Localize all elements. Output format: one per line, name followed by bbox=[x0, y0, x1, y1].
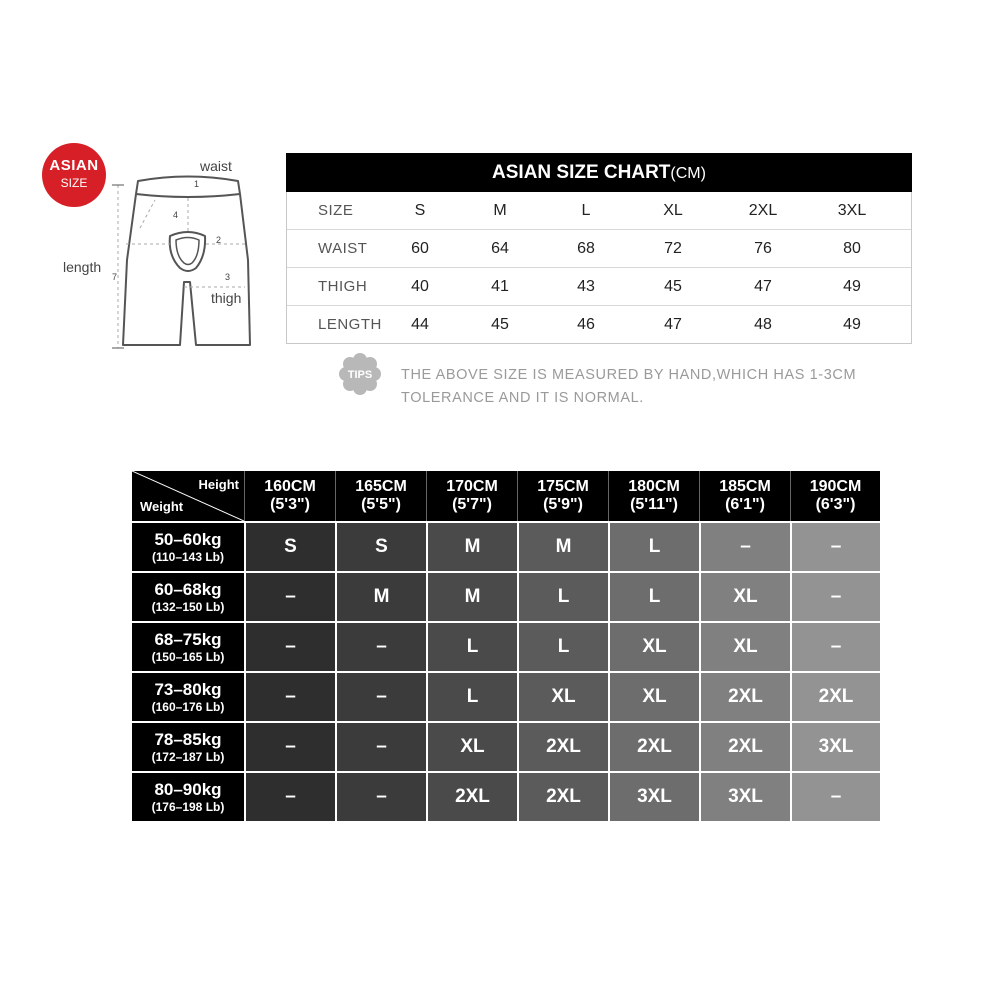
size-chart-cell: 76 bbox=[754, 239, 772, 257]
size-chart-cell: 48 bbox=[754, 315, 772, 333]
tips-line1: THE ABOVE SIZE IS MEASURED BY HAND,WHICH HAS 1-3CM bbox=[401, 367, 857, 383]
corner-weight-label: Weight bbox=[140, 499, 184, 514]
height-cm: 175CM bbox=[537, 478, 589, 495]
size-chart-cell: 3XL bbox=[837, 201, 867, 219]
fit-table-row bbox=[132, 571, 880, 621]
fit-table-row bbox=[132, 771, 880, 821]
size-cell: – bbox=[790, 571, 880, 621]
weight-lb: (150–165 Lb) bbox=[151, 650, 225, 664]
weight-lb: (110–143 Lb) bbox=[151, 550, 225, 564]
size-chart-cell: 72 bbox=[664, 239, 682, 257]
size-cell: L bbox=[426, 621, 517, 671]
size-cell: – bbox=[244, 571, 335, 621]
height-column-header bbox=[335, 471, 426, 521]
marker-2: 2 bbox=[216, 235, 222, 245]
weight-kg: 60–68kg bbox=[154, 580, 222, 599]
size-chart-row-label: WAIST bbox=[318, 240, 368, 257]
size-chart-cell: 68 bbox=[577, 239, 595, 257]
size-cell: S bbox=[244, 521, 335, 571]
size-chart-cell: 80 bbox=[843, 239, 861, 257]
fit-table-corner bbox=[132, 471, 244, 521]
size-cell: – bbox=[244, 671, 335, 721]
size-cell: M bbox=[426, 521, 517, 571]
size-chart-title bbox=[286, 153, 912, 192]
height-cm: 180CM bbox=[628, 478, 680, 495]
fit-table-row bbox=[132, 721, 880, 771]
size-cell: M bbox=[335, 571, 426, 621]
weight-row-header bbox=[132, 521, 244, 571]
height-ft: (6'3") bbox=[815, 496, 856, 513]
size-chart-row-label: SIZE bbox=[318, 202, 354, 219]
size-chart-row bbox=[287, 192, 911, 229]
size-cell: L bbox=[608, 521, 699, 571]
size-chart-row-label: THIGH bbox=[318, 278, 368, 295]
tips-line2: TOLERANCE AND IT IS NORMAL. bbox=[401, 390, 644, 406]
size-chart-cell: XL bbox=[663, 201, 683, 219]
height-column-header bbox=[244, 471, 335, 521]
weight-kg: 50–60kg bbox=[154, 530, 222, 549]
weight-lb: (172–187 Lb) bbox=[151, 750, 225, 764]
length-label: length bbox=[63, 259, 102, 275]
weight-row-header bbox=[132, 771, 244, 821]
weight-kg: 68–75kg bbox=[154, 630, 222, 649]
tips-flower-icon bbox=[338, 352, 382, 396]
size-cell: 2XL bbox=[790, 671, 880, 721]
size-chart-cell: 49 bbox=[843, 315, 861, 333]
weight-kg: 80–90kg bbox=[154, 780, 222, 799]
height-column-header bbox=[608, 471, 699, 521]
marker-3: 3 bbox=[225, 272, 231, 282]
weight-row-header bbox=[132, 671, 244, 721]
size-chart-title-unit: (CM) bbox=[670, 165, 706, 182]
size-cell: 3XL bbox=[608, 771, 699, 821]
size-chart-row bbox=[287, 267, 911, 305]
size-cell: – bbox=[790, 521, 880, 571]
height-column-header bbox=[790, 471, 880, 521]
size-cell: S bbox=[335, 521, 426, 571]
size-cell: XL bbox=[608, 671, 699, 721]
size-cell: – bbox=[335, 721, 426, 771]
size-cell: – bbox=[335, 621, 426, 671]
size-cell: XL bbox=[426, 721, 517, 771]
shorts-outline-icon bbox=[0, 0, 290, 380]
height-cm: 160CM bbox=[264, 478, 316, 495]
weight-row-header bbox=[132, 621, 244, 671]
height-cm: 190CM bbox=[809, 478, 862, 495]
weight-height-size-table bbox=[132, 471, 880, 821]
badge-line1: ASIAN bbox=[49, 157, 99, 174]
size-cell: L bbox=[517, 571, 608, 621]
fit-table-row bbox=[132, 521, 880, 571]
size-chart-cell: M bbox=[493, 201, 507, 219]
size-cell: XL bbox=[699, 621, 790, 671]
size-chart-body bbox=[286, 192, 912, 344]
size-cell: 3XL bbox=[790, 721, 880, 771]
marker-1: 1 bbox=[194, 179, 200, 189]
badge-line2: SIZE bbox=[60, 176, 88, 190]
height-ft: (5'11") bbox=[630, 496, 678, 513]
size-cell: L bbox=[517, 621, 608, 671]
shorts-diagram bbox=[0, 0, 290, 380]
tips-text bbox=[401, 364, 856, 410]
size-chart-cell: 45 bbox=[491, 315, 509, 333]
size-cell: 2XL bbox=[426, 771, 517, 821]
size-chart-cell: 45 bbox=[664, 277, 682, 295]
size-cell: – bbox=[790, 771, 880, 821]
asian-size-chart bbox=[286, 153, 912, 344]
size-chart-title-text: ASIAN SIZE CHART bbox=[492, 162, 671, 183]
weight-lb: (176–198 Lb) bbox=[151, 800, 225, 814]
marker-4: 4 bbox=[173, 210, 179, 220]
weight-lb: (160–176 Lb) bbox=[151, 700, 225, 714]
weight-row-header bbox=[132, 571, 244, 621]
height-cm: 185CM bbox=[719, 478, 771, 495]
height-ft: (5'3") bbox=[270, 496, 310, 513]
size-chart-cell: 64 bbox=[491, 239, 509, 257]
height-column-header bbox=[517, 471, 608, 521]
size-chart-row-label: LENGTH bbox=[318, 316, 382, 333]
weight-kg: 78–85kg bbox=[154, 730, 222, 749]
size-cell: – bbox=[699, 521, 790, 571]
size-chart-cell: 43 bbox=[577, 277, 595, 295]
size-chart-row bbox=[287, 305, 911, 343]
weight-row-header bbox=[132, 721, 244, 771]
size-chart-cell: 2XL bbox=[748, 201, 778, 219]
size-cell: – bbox=[335, 771, 426, 821]
size-chart-cell: 49 bbox=[843, 277, 861, 295]
height-ft: (6'1") bbox=[725, 496, 765, 513]
size-chart-cell: 47 bbox=[754, 277, 772, 295]
size-cell: 3XL bbox=[699, 771, 790, 821]
height-column-header bbox=[426, 471, 517, 521]
weight-lb: (132–150 Lb) bbox=[151, 600, 225, 614]
fit-table-row bbox=[132, 621, 880, 671]
size-cell: 2XL bbox=[699, 721, 790, 771]
size-cell: – bbox=[244, 621, 335, 671]
weight-kg: 73–80kg bbox=[154, 680, 222, 699]
size-cell: – bbox=[244, 771, 335, 821]
size-cell: M bbox=[426, 571, 517, 621]
size-cell: – bbox=[790, 621, 880, 671]
height-ft: (5'9") bbox=[543, 496, 583, 513]
tips-badge-text: TIPS bbox=[347, 369, 373, 381]
size-chart-row bbox=[287, 229, 911, 267]
size-chart-cell: 47 bbox=[664, 315, 682, 333]
height-cm: 170CM bbox=[446, 478, 498, 495]
size-cell: XL bbox=[699, 571, 790, 621]
size-chart-cell: S bbox=[414, 201, 426, 219]
height-column-header bbox=[699, 471, 790, 521]
size-cell: M bbox=[517, 521, 608, 571]
size-cell: L bbox=[426, 671, 517, 721]
corner-height-label: Height bbox=[198, 477, 239, 492]
size-chart-cell: 40 bbox=[411, 277, 429, 295]
size-chart-cell: 60 bbox=[411, 239, 429, 257]
waist-label: waist bbox=[200, 158, 232, 174]
size-chart-cell: 41 bbox=[491, 277, 509, 295]
size-chart-cell: 46 bbox=[577, 315, 595, 333]
size-cell: – bbox=[244, 721, 335, 771]
size-chart-cell: L bbox=[581, 201, 591, 219]
size-cell: XL bbox=[608, 621, 699, 671]
size-cell: XL bbox=[517, 671, 608, 721]
height-ft: (5'5") bbox=[361, 496, 401, 513]
size-cell: 2XL bbox=[608, 721, 699, 771]
size-cell: – bbox=[335, 671, 426, 721]
fit-table-row bbox=[132, 671, 880, 721]
size-cell: 2XL bbox=[517, 721, 608, 771]
marker-7: 7 bbox=[112, 272, 118, 282]
height-ft: (5'7") bbox=[452, 496, 492, 513]
size-chart-cell: 44 bbox=[411, 315, 429, 333]
size-cell: 2XL bbox=[517, 771, 608, 821]
size-cell: L bbox=[608, 571, 699, 621]
fit-table-header-row bbox=[132, 471, 880, 521]
size-cell: 2XL bbox=[699, 671, 790, 721]
height-cm: 165CM bbox=[355, 478, 407, 495]
thigh-label: thigh bbox=[211, 290, 242, 306]
